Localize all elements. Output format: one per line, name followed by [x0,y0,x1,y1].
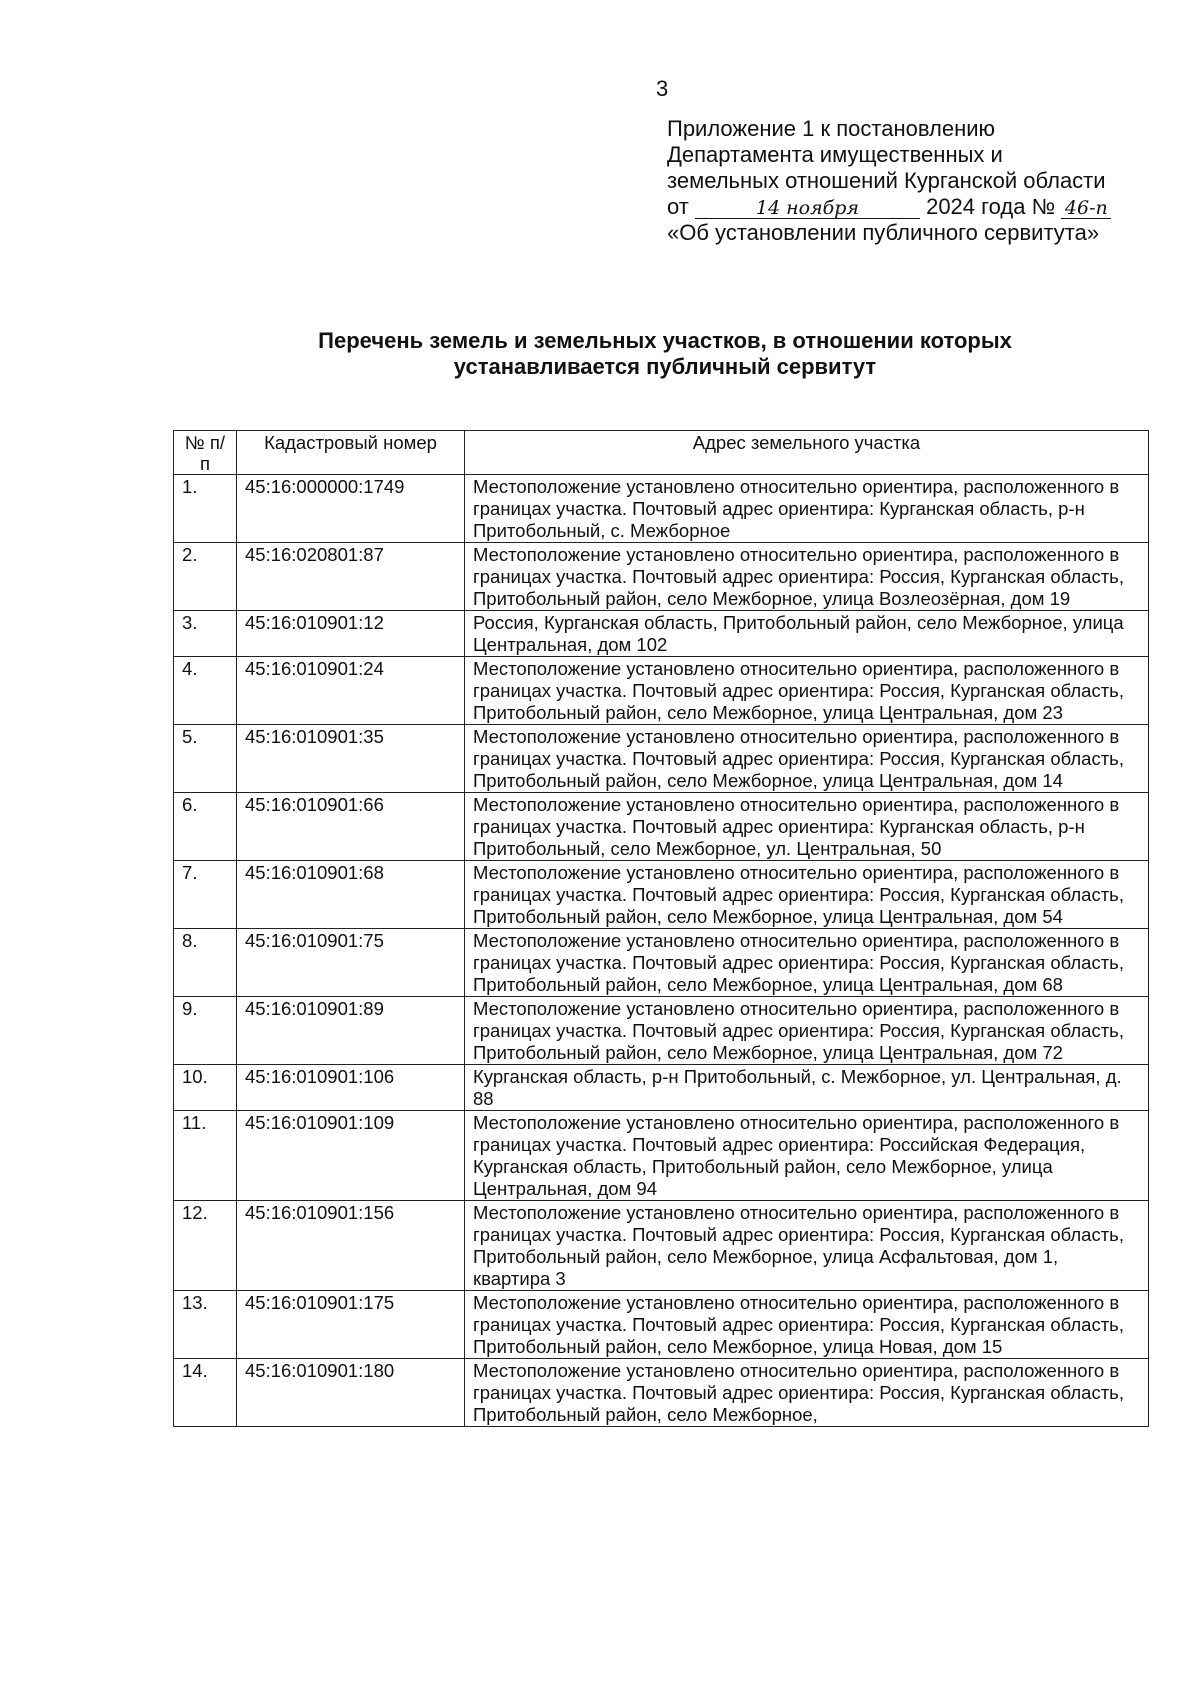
row-number: 6. [174,793,237,861]
page-number: 3 [656,76,669,101]
table-row [174,1065,1149,1111]
table-row [174,1111,1149,1201]
document-title [160,328,1170,380]
plot-address: Местоположение установлено относительно ориентира, расположенного в границах участка. Почтовый адрес ориентира: Курганская область, р-н Притобольный, село Межборное, ул. Центральная, 50 [465,793,1149,861]
table-row [174,929,1149,997]
table-row [174,1201,1149,1291]
table-row [174,657,1149,725]
table-row [174,725,1149,793]
plot-address: Местоположение установлено относительно ориентира, расположенного в границах участка. Почтовый адрес ориентира: Российская Федерация, Курганская область, Притобольный район, село Межборное, улица Центральная, дом 94 [465,1111,1149,1201]
date-prefix: от [667,194,689,219]
cadastral-number: 45:16:010901:89 [237,997,465,1065]
row-number: 3. [174,611,237,657]
appendix-subject: «Об установлении публичного сервитута» [667,220,1100,245]
row-number: 2. [174,543,237,611]
appendix-line-2: Департамента имущественных и [667,142,1003,167]
table-row [174,1291,1149,1359]
year-text: 2024 года № [926,194,1056,219]
cadastral-number: 45:16:010901:180 [237,1359,465,1427]
row-number: 5. [174,725,237,793]
plot-address: Местоположение установлено относительно ориентира, расположенного в границах участка. Почтовый адрес ориентира: Россия, Курганская область, Притобольный район, село Межборное, улица Асфальтовая, дом 1, квартира 3 [465,1201,1149,1291]
row-number: 13. [174,1291,237,1359]
appendix-line-3: земельных отношений Курганской области [667,168,1106,193]
row-number: 8. [174,929,237,997]
plot-address: Россия, Курганская область, Притобольный район, село Межборное, улица Центральная, дом 102 [465,611,1149,657]
cadastral-number: 45:16:010901:12 [237,611,465,657]
plot-address: Местоположение установлено относительно ориентира, расположенного в границах участка. Почтовый адрес ориентира: Россия, Курганская область, Притобольный район, село Межборное, улица Центральная, дом 23 [465,657,1149,725]
cadastral-number: 45:16:010901:68 [237,861,465,929]
appendix-header [667,116,1187,246]
header-num: № п/п [174,431,237,475]
cadastral-number: 45:16:000000:1749 [237,475,465,543]
cadastral-number: 45:16:020801:87 [237,543,465,611]
plot-address: Местоположение установлено относительно ориентира, расположенного в границах участка. Почтовый адрес ориентира: Россия, Курганская область, Притобольный район, село Межборное, улица Центральная, дом 68 [465,929,1149,997]
handwritten-date: 14 ноября [695,198,920,219]
table-row [174,611,1149,657]
cadastral-number: 45:16:010901:66 [237,793,465,861]
appendix-line-1: Приложение 1 к постановлению [667,116,996,141]
table-row [174,861,1149,929]
table-row [174,793,1149,861]
table-row [174,997,1149,1065]
cadastral-number: 45:16:010901:109 [237,1111,465,1201]
row-number: 4. [174,657,237,725]
land-plots-table [173,430,1149,1427]
row-number: 14. [174,1359,237,1427]
row-number: 1. [174,475,237,543]
title-line-2: устанавливается публичный сервитут [453,354,877,379]
cadastral-number: 45:16:010901:106 [237,1065,465,1111]
table-row [174,1359,1149,1427]
row-number: 12. [174,1201,237,1291]
table-row [174,475,1149,543]
table-header-row [174,431,1149,475]
plot-address: Местоположение установлено относительно ориентира, расположенного в границах участка. Почтовый адрес ориентира: Россия, Курганская область, Притобольный район, село Межборное, улица Центральная, дом 54 [465,861,1149,929]
row-number: 9. [174,997,237,1065]
cadastral-number: 45:16:010901:24 [237,657,465,725]
plot-address: Местоположение установлено относительно ориентира, расположенного в границах участка. Почтовый адрес ориентира: Россия, Курганская область, Притобольный район, село Межборное, улица Новая, дом 15 [465,1291,1149,1359]
plot-address: Местоположение установлено относительно ориентира, расположенного в границах участка. Почтовый адрес ориентира: Россия, Курганская область, Притобольный район, село Межборное, [465,1359,1149,1427]
plot-address: Курганская область, р-н Притобольный, с. Межборное, ул. Центральная, д. 88 [465,1065,1149,1111]
plot-address: Местоположение установлено относительно ориентира, расположенного в границах участка. Почтовый адрес ориентира: Курганская область, р-н Притобольный, с. Межборное [465,475,1149,543]
plot-address: Местоположение установлено относительно ориентира, расположенного в границах участка. Почтовый адрес ориентира: Россия, Курганская область, Притобольный район, село Межборное, улица Центральная, дом 14 [465,725,1149,793]
row-number: 11. [174,1111,237,1201]
row-number: 10. [174,1065,237,1111]
header-address: Адрес земельного участка [465,431,1149,475]
plot-address: Местоположение установлено относительно ориентира, расположенного в границах участка. Почтовый адрес ориентира: Россия, Курганская область, Притобольный район, село Межборное, улица Возлеозёрная, дом 19 [465,543,1149,611]
plot-address: Местоположение установлено относительно ориентира, расположенного в границах участка. Почтовый адрес ориентира: Россия, Курганская область, Притобольный район, село Межборное, улица Центральная, дом 72 [465,997,1149,1065]
header-cadastral: Кадастровый номер [237,431,465,475]
title-line-1: Перечень земель и земельных участков, в отношении которых [318,328,1012,353]
cadastral-number: 45:16:010901:175 [237,1291,465,1359]
appendix-date-line [667,194,1187,220]
row-number: 7. [174,861,237,929]
cadastral-number: 45:16:010901:156 [237,1201,465,1291]
handwritten-number: 46-п [1061,198,1111,219]
cadastral-number: 45:16:010901:75 [237,929,465,997]
table-row [174,543,1149,611]
cadastral-number: 45:16:010901:35 [237,725,465,793]
